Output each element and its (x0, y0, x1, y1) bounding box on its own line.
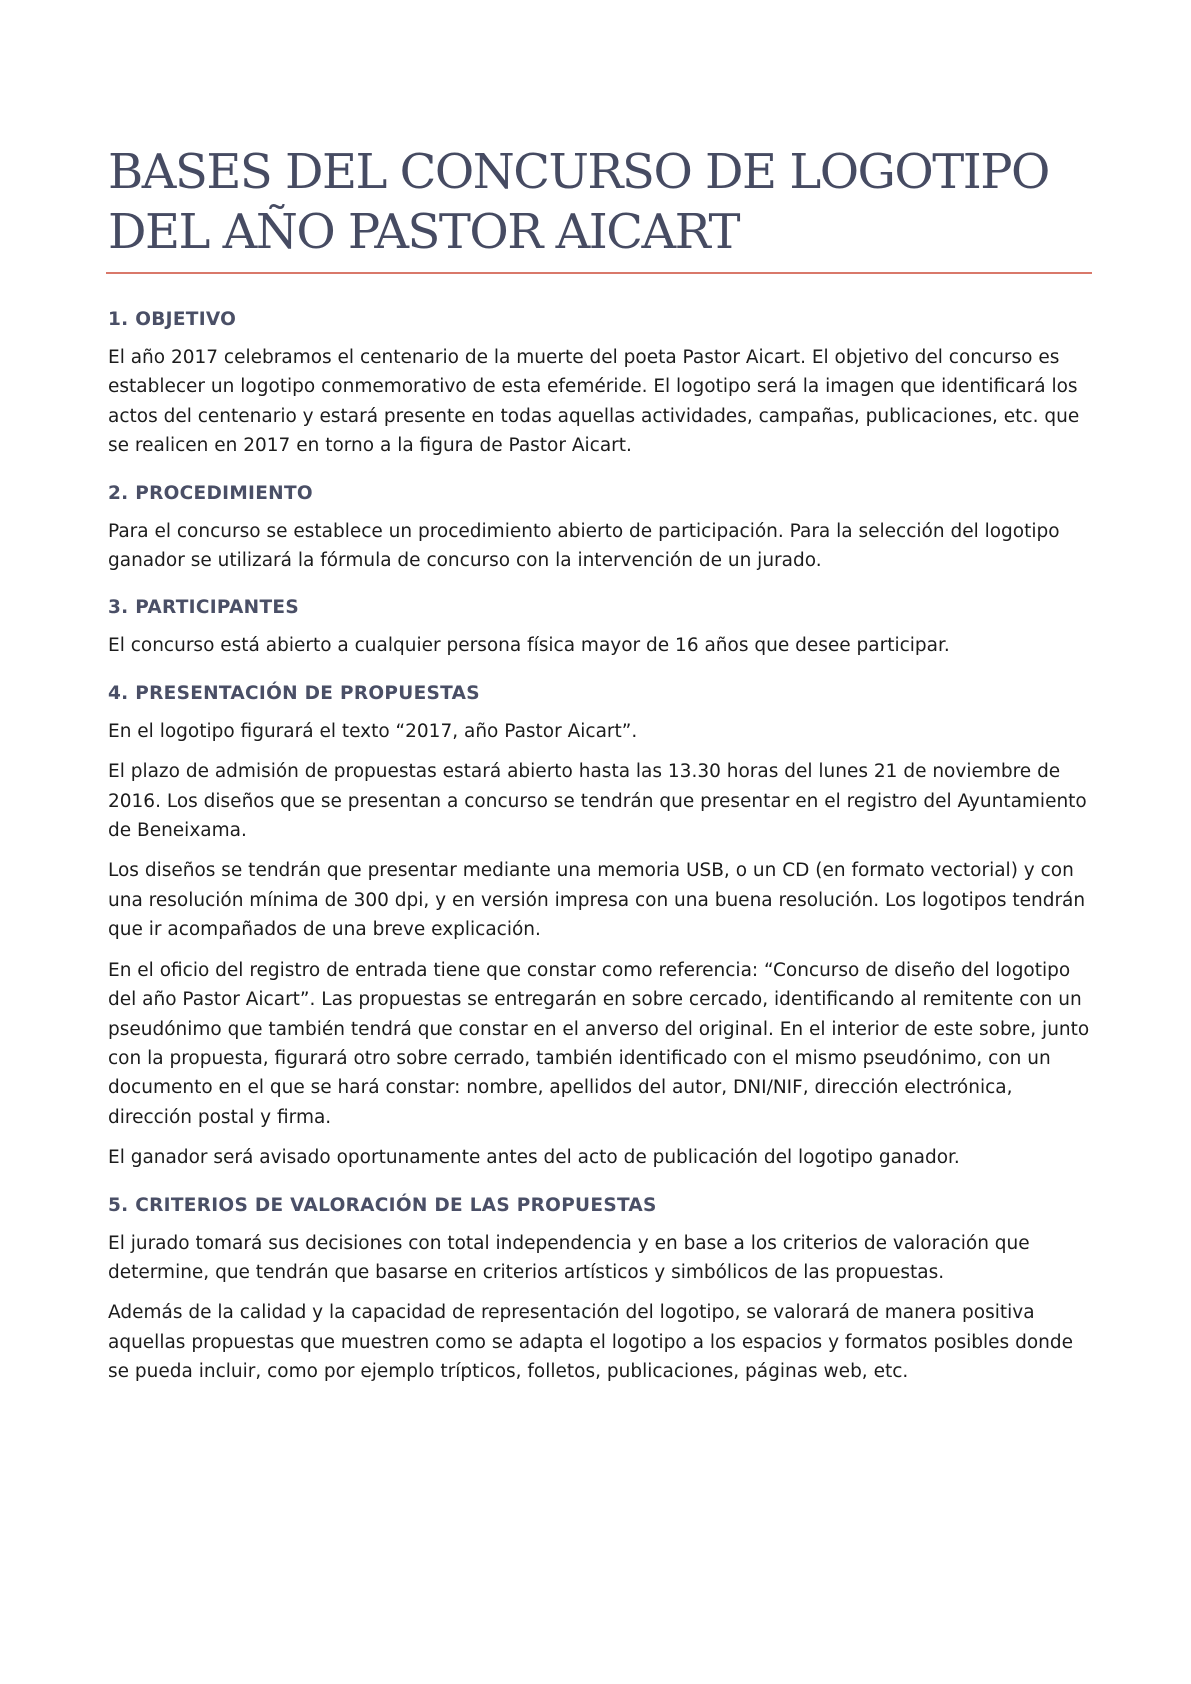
section-objetivo (108, 307, 1093, 461)
section-paragraph: El año 2017 celebramos el centenario de la muerte del poeta Pastor Aicart. El objetivo del concurso es establecer un logotipo conmemorativo de esta efeméride. El logotipo será la imagen que identificará los actos del centenario y estará presente en todas aquellas actividades, campañas, publicaciones, etc. que se realicen en 2017 en torno a la figura de Pastor Aicart. (108, 347, 1080, 457)
document-title: BASES DEL CONCURSO DE LOGOTIPO DEL AÑO PASTOR AICART (108, 144, 1049, 260)
section-paragraph: En el oficio del registro de entrada tiene que constar como referencia: “Concurso de diseño del logotipo del año Pastor Aicart”. Las propuestas se entregarán en sobre cercado, identificando al remitente con un pseudónimo que también tendrá que constar en el anverso del original. En el interior de este sobre, junto con la propuesta, figurará otro sobre cerrado, también identificado con el mismo pseudónimo, con un documento en el que se hará constar: nombre, apellidos del autor, DNI/NIF, dirección electrónica, dirección postal y firma. (108, 959, 1090, 1128)
section-criterios-valoracion (108, 1193, 1093, 1387)
section-paragraph: El concurso está abierto a cualquier persona física mayor de 16 años que desee participar. (108, 635, 950, 657)
section-heading: 5. CRITERIOS DE VALORACIÓN DE LAS PROPUESTAS (108, 1194, 657, 1216)
section-paragraph: Los diseños se tendrán que presentar mediante una memoria USB, o un CD (en formato vectorial) y con una resolución mínima de 300 dpi, y en versión impresa con una buena resolución. Los logotipos tendrán que ir acompañados de una breve explicación. (108, 860, 1086, 941)
section-heading: 4. PRESENTACIÓN DE PROPUESTAS (108, 682, 480, 704)
section-paragraph: Además de la calidad y la capacidad de representación del logotipo, se valorará de manera positiva aquellas propuestas que muestren como se adapta el logotipo a los espacios y formatos posibles donde se pueda incluir, como por ejemplo trípticos, folletos, publicaciones, páginas web, etc. (108, 1302, 1073, 1383)
section-procedimiento (108, 481, 1093, 576)
section-paragraph: El plazo de admisión de propuestas estará abierto hasta las 13.30 horas del lunes 21 de noviembre de 2016. Los diseños que se presentan a concurso se tendrán que presentar en el registro del Ayuntamiento de Beneixama. (108, 761, 1087, 842)
section-heading: 1. OBJETIVO (108, 309, 237, 330)
section-paragraph: El ganador será avisado oportunamente antes del acto de publicación del logotipo ganador. (108, 1147, 960, 1169)
section-paragraph: En el logotipo figurará el texto “2017, año Pastor Aicart”. (108, 720, 638, 742)
section-heading: 3. PARTICIPANTES (108, 597, 299, 619)
section-participantes (108, 595, 1093, 660)
section-paragraph: Para el concurso se establece un procedimiento abierto de participación. Para la selección del logotipo ganador se utilizará la fórmula de concurso con la intervención de un jurado. (108, 520, 1060, 572)
section-heading: 2. PROCEDIMIENTO (108, 482, 313, 504)
document-page (108, 142, 1093, 1398)
section-paragraph: El jurado tomará sus decisiones con total independencia y en base a los criterios de valoración que determine, que tendrán que basarse en criterios artísticos y simbólicos de las propuestas. (108, 1232, 1030, 1283)
section-presentacion-propuestas (108, 681, 1093, 1173)
title-divider (106, 272, 1092, 274)
